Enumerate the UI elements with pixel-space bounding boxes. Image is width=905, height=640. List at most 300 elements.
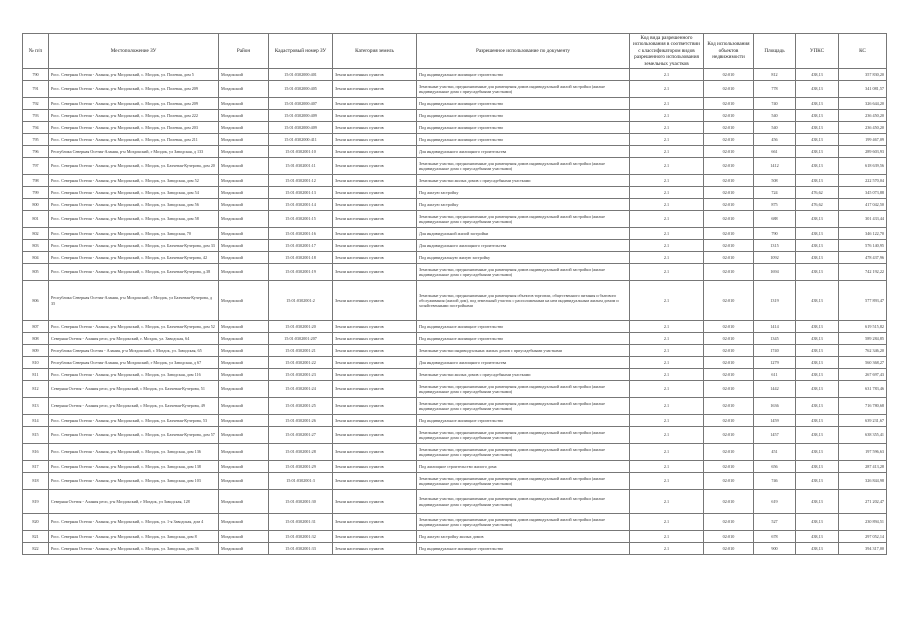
cell-land-category: Земли населенных пунктов	[333, 357, 417, 369]
table-row	[23, 427, 887, 444]
cell-property-use-code: 02:010	[704, 461, 754, 473]
cell-location: Республика Северная Осетия-Алания, р-н Моздокский, г Моздок, ул Заводская, д 67	[49, 357, 219, 369]
cell-permitted-use: Земельные участки, предназначенные для размещения домов индивидуальной жилой застройки (жилые индивидуальные дома с приусадебными участками)	[417, 514, 630, 531]
cell-use-code: 2.1	[630, 264, 704, 281]
cell-row-number: 814	[23, 415, 49, 427]
cell-permitted-use: Для индивидуального жилищного строительства	[417, 240, 630, 252]
cell-permitted-use: Земельные участки, предназначенные для размещения домов индивидуальной жилой застройки (жилые индивидуальные дома с приусадебными участками)	[417, 81, 630, 98]
table-row	[23, 211, 887, 228]
cell-location: Росс. Северная Осетия - Алания, р-н Моздокский, с. Моздок, ул. Заводская, дом 138	[49, 461, 219, 473]
cell-upks: 438,13	[796, 321, 839, 333]
cell-permitted-use: Земельные участки, предназначенные для размещения домов индивидуальной жилой застройки (жилые индивидуальные дома с приусадебными участками)	[417, 473, 630, 490]
cell-use-code: 2.1	[630, 543, 704, 555]
cell-land-category: Земли населенных пунктов	[333, 369, 417, 381]
col-header-cadastral-number: Кадастровый номер ЗУ	[269, 34, 333, 69]
cell-use-code: 2.1	[630, 427, 704, 444]
cell-ks: 357 830,20	[839, 69, 887, 81]
cell-location: Росс. Северная Осетия - Алания, р-н Моздокский, с. Моздок, ул. Полевая, дом 222	[49, 110, 219, 122]
cell-row-number: 809	[23, 345, 49, 357]
cell-permitted-use: Под индивидуальное жилищное строительство	[417, 134, 630, 146]
cell-ks: 638 355,41	[839, 427, 887, 444]
cell-property-use-code: 02:010	[704, 175, 754, 187]
cell-property-use-code: 02:010	[704, 345, 754, 357]
table-row	[23, 531, 887, 543]
cell-location: Росс. Северная Осетия - Алания, р-н Моздокский, с. Моздок, ул. Заводская, дом 54	[49, 187, 219, 199]
cell-cadastral-number: 15:01:0302001:207	[269, 333, 333, 345]
cell-location: Росс. Северная Осетия - Алания, р-н Моздокский, с. Моздок, ул. Бахчевая-Кучерова, дом 52	[49, 321, 219, 333]
cell-location: Республика Северная Осетия - Алания, р-н Моздокский, г. Моздок, ул. Заводская, 65	[49, 345, 219, 357]
cell-property-use-code: 02:010	[704, 357, 754, 369]
cell-use-code: 2.1	[630, 122, 704, 134]
cell-land-category: Земли населенных пунктов	[333, 514, 417, 531]
cell-upks: 476,62	[796, 187, 839, 199]
cell-upks: 438,13	[796, 381, 839, 398]
cell-land-category: Земли населенных пунктов	[333, 398, 417, 415]
cell-land-category: Земли населенных пунктов	[333, 199, 417, 211]
cell-district: Моздокский	[219, 514, 269, 531]
cell-ks: 346 122,70	[839, 228, 887, 240]
cell-land-category: Земли населенных пунктов	[333, 461, 417, 473]
cell-property-use-code: 02:010	[704, 369, 754, 381]
cell-property-use-code: 02:010	[704, 228, 754, 240]
cell-ks: 577 893,47	[839, 281, 887, 321]
cell-district: Моздокский	[219, 369, 269, 381]
cell-district: Моздокский	[219, 69, 269, 81]
cell-district: Моздокский	[219, 158, 269, 175]
cell-ks: 742 192,22	[839, 264, 887, 281]
cell-area: 508	[754, 175, 796, 187]
cell-cadastral-number: 15:01:0302000:401	[269, 69, 333, 81]
cell-property-use-code: 02:010	[704, 81, 754, 98]
cell-permitted-use: Под индивидуальное жилищное строительство	[417, 543, 630, 555]
cell-property-use-code: 02:010	[704, 110, 754, 122]
cell-property-use-code: 02:010	[704, 187, 754, 199]
cell-ks: 417 042,50	[839, 199, 887, 211]
cell-cadastral-number: 15:01:0302000:407	[269, 98, 333, 110]
cell-permitted-use: Земельные участки, предназначенные для размещения домов индивидуальной жилой застройки (жилые индивидуальные дома с приусадебными участками)	[417, 158, 630, 175]
table-row	[23, 264, 887, 281]
cell-land-category: Земли населенных пунктов	[333, 444, 417, 461]
cell-upks: 438,13	[796, 369, 839, 381]
cell-district: Моздокский	[219, 240, 269, 252]
cell-row-number: 803	[23, 240, 49, 252]
cell-ks: 326 644,20	[839, 98, 887, 110]
cell-use-code: 2.1	[630, 490, 704, 514]
cell-ks: 301 433,44	[839, 211, 887, 228]
cell-area: 1319	[754, 281, 796, 321]
cell-permitted-use: Под индивидуальное жилищное строительство	[417, 69, 630, 81]
cell-row-number: 813	[23, 398, 49, 415]
table-row	[23, 199, 887, 211]
cell-use-code: 2.1	[630, 158, 704, 175]
cell-permitted-use: Земельные участки, предназначенные для размещения домов индивидуальной жилой застройки (жилые индивидуальные дома с приусадебными участками)	[417, 490, 630, 514]
cell-area: 778	[754, 81, 796, 98]
cell-row-number: 794	[23, 122, 49, 134]
cell-district: Моздокский	[219, 427, 269, 444]
col-header-ks: КС	[839, 34, 887, 69]
cell-ks: 478 437,96	[839, 252, 887, 264]
cell-property-use-code: 02:010	[704, 199, 754, 211]
cell-upks: 438,13	[796, 211, 839, 228]
cell-location: Республика Северная Осетия-Алания, р-н Моздокский, г Моздок, ул Заводская, д 133	[49, 146, 219, 158]
cell-land-category: Земли населенных пунктов	[333, 240, 417, 252]
cell-location: Росс. Северная Осетия - Алания, р-н Моздокский, с. Моздок, ул. Заводская, дом 56	[49, 199, 219, 211]
cell-land-category: Земли населенных пунктов	[333, 98, 417, 110]
cell-area: 1345	[754, 333, 796, 345]
cell-location: Росс. Северная Осетия - Алания, р-н Моздокский, с. Моздок, ул. Бахчевая-Кучерова, д.38	[49, 264, 219, 281]
cell-use-code: 2.1	[630, 444, 704, 461]
cell-location: Северная Осетия - Алания респ, р-н Моздокский, с Моздок, ул. Бахчевая-Кучерова, 51	[49, 381, 219, 398]
cell-area: 1740	[754, 345, 796, 357]
cell-land-category: Земли населенных пунктов	[333, 264, 417, 281]
cell-upks: 438,13	[796, 264, 839, 281]
cell-upks: 438,13	[796, 240, 839, 252]
cell-district: Моздокский	[219, 264, 269, 281]
cell-cadastral-number: 15:01:0302001:18	[269, 252, 333, 264]
col-header-use-code: Код вида разрешенного использования в соответствии с классификатором видов разрешенного использования земельных участков	[630, 34, 704, 69]
cell-land-category: Земли населенных пунктов	[333, 321, 417, 333]
cell-permitted-use: Земельные участки жилых домов с приусадебными участками	[417, 369, 630, 381]
cell-row-number: 812	[23, 381, 49, 398]
cell-row-number: 795	[23, 134, 49, 146]
cell-cadastral-number: 15:01:0302000:409	[269, 122, 333, 134]
cell-area: 451	[754, 444, 796, 461]
cell-use-code: 2.1	[630, 69, 704, 81]
cell-cadastral-number: 15:01:0302000:409	[269, 110, 333, 122]
cell-upks: 438,13	[796, 514, 839, 531]
cell-property-use-code: 02:010	[704, 333, 754, 345]
table-row	[23, 398, 887, 415]
cell-use-code: 2.1	[630, 252, 704, 264]
cell-row-number: 800	[23, 199, 49, 211]
cell-row-number: 792	[23, 98, 49, 110]
cell-permitted-use: Для индивидуальной жилой застройки	[417, 228, 630, 240]
cell-ks: 639 231,67	[839, 415, 887, 427]
cell-area: 790	[754, 228, 796, 240]
cell-permitted-use: Земельные участки, предназначенные для размещения домов индивидуальной жилой застройки (жилые индивидуальные дома с приусадебными участками)	[417, 427, 630, 444]
cell-row-number: 802	[23, 228, 49, 240]
cell-permitted-use: Земельные участки, предназначенные для размещения объектов торговли, общественного питания и бытового обслуживания (жилой дом), под земельный участок с расположенным на нем индивидуальным жилым домом и хозяйственными постройками	[417, 281, 630, 321]
table-row	[23, 345, 887, 357]
cell-area: 1694	[754, 264, 796, 281]
cell-land-category: Земли населенных пунктов	[333, 490, 417, 514]
cell-land-category: Земли населенных пунктов	[333, 69, 417, 81]
land-plots-table	[22, 33, 887, 555]
cell-ks: 341 081,57	[839, 81, 887, 98]
col-header-location: Местоположение ЗУ	[49, 34, 219, 69]
cell-area: 1636	[754, 398, 796, 415]
cell-land-category: Земли населенных пунктов	[333, 175, 417, 187]
cell-cadastral-number: 15:01:0302001:16	[269, 228, 333, 240]
cell-area: 540	[754, 122, 796, 134]
cell-district: Моздокский	[219, 473, 269, 490]
cell-use-code: 2.1	[630, 398, 704, 415]
table-row	[23, 444, 887, 461]
cell-location: Росс. Северная Осетия - Алания, р-н Моздокский, с. Моздок, ул. Бахчевая-Кучерова, дом 33	[49, 240, 219, 252]
table-row	[23, 146, 887, 158]
cell-cadastral-number: 15:01:0302001:28	[269, 444, 333, 461]
cell-district: Моздокский	[219, 122, 269, 134]
table-row	[23, 281, 887, 321]
cell-use-code: 2.1	[630, 211, 704, 228]
table-row	[23, 369, 887, 381]
cell-location: Росс. Северная Осетия - Алания, р-н Моздокский, с. Моздок, ул. Заводская, дом 52	[49, 175, 219, 187]
cell-ks: 289 603,93	[839, 146, 887, 158]
cell-use-code: 2.1	[630, 357, 704, 369]
table-row	[23, 228, 887, 240]
cell-ks: 297 052,14	[839, 531, 887, 543]
table-row	[23, 381, 887, 398]
cell-land-category: Земли населенных пунктов	[333, 81, 417, 98]
cell-district: Моздокский	[219, 490, 269, 514]
cell-cadastral-number: 15:01:0302001:19	[269, 264, 333, 281]
cell-district: Моздокский	[219, 381, 269, 398]
cell-use-code: 2.1	[630, 514, 704, 531]
cell-ks: 716 780,68	[839, 398, 887, 415]
cell-location: Росс. Северная Осетия - Алания, р-н Моздокский, с. Моздок, ул. Бахчевая-Кучерова, дом 57	[49, 427, 219, 444]
cell-row-number: 790	[23, 69, 49, 81]
cell-cadastral-number: 15:01:0302001:26	[269, 415, 333, 427]
cell-area: 688	[754, 211, 796, 228]
cell-area: 527	[754, 514, 796, 531]
cell-use-code: 2.1	[630, 240, 704, 252]
cell-district: Моздокский	[219, 146, 269, 158]
cell-area: 1279	[754, 357, 796, 369]
cell-row-number: 804	[23, 252, 49, 264]
cell-location: Северная Осетия - Алания респ, р-н Моздокский, г Моздок, ул Заводская, 128	[49, 490, 219, 514]
cell-property-use-code: 02:010	[704, 281, 754, 321]
cell-area: 1414	[754, 321, 796, 333]
cell-location: Росс. Северная Осетия - Алания, р-н Моздокский, с. Моздок, ул. Полевая, дом 203	[49, 122, 219, 134]
cell-upks: 438,13	[796, 110, 839, 122]
cell-upks: 438,13	[796, 81, 839, 98]
col-header-property-use-code: Код использования объектов недвижимости	[704, 34, 754, 69]
cell-row-number: 798	[23, 175, 49, 187]
cell-use-code: 2.1	[630, 81, 704, 98]
cell-property-use-code: 02:010	[704, 531, 754, 543]
cell-location: Северная Осетия - Алания респ, р-н Моздокский, с Моздок, ул. Бахчевая-Кучерова, 49	[49, 398, 219, 415]
cell-land-category: Земли населенных пунктов	[333, 543, 417, 555]
cell-property-use-code: 02:010	[704, 381, 754, 398]
cell-cadastral-number: 15:01:0302001:33	[269, 543, 333, 555]
cell-upks: 438,13	[796, 398, 839, 415]
cell-district: Моздокский	[219, 187, 269, 199]
table-row	[23, 490, 887, 514]
cell-cadastral-number: 15:01:0302000:411	[269, 134, 333, 146]
cell-upks: 438,13	[796, 175, 839, 187]
cell-district: Моздокский	[219, 321, 269, 333]
cell-cadastral-number: 15:01:0302001:30	[269, 490, 333, 514]
cell-row-number: 796	[23, 146, 49, 158]
cell-land-category: Земли населенных пунктов	[333, 381, 417, 398]
cell-location: Северная Осетия - Алания респ, р-н Моздокский, г. Моздок, ул. Заводская, 64	[49, 333, 219, 345]
cell-cadastral-number: 15:01:0302001:27	[269, 427, 333, 444]
cell-use-code: 2.1	[630, 228, 704, 240]
cell-use-code: 2.1	[630, 110, 704, 122]
cell-area: 900	[754, 543, 796, 555]
cell-upks: 438,13	[796, 444, 839, 461]
cell-upks: 438,13	[796, 146, 839, 158]
table-row	[23, 357, 887, 369]
cell-upks: 438,13	[796, 228, 839, 240]
cell-row-number: 815	[23, 427, 49, 444]
col-header-number: № п/п	[23, 34, 49, 69]
cell-area: 1459	[754, 415, 796, 427]
cell-cadastral-number: 15:01:0302001:17	[269, 240, 333, 252]
table-row	[23, 333, 887, 345]
cell-row-number: 816	[23, 444, 49, 461]
cell-ks: 287 413,28	[839, 461, 887, 473]
cell-ks: 197 596,63	[839, 444, 887, 461]
cell-cadastral-number: 15:01:0302001:2	[269, 281, 333, 321]
cell-upks: 438,13	[796, 281, 839, 321]
cell-ks: 762 346,20	[839, 345, 887, 357]
cell-row-number: 811	[23, 369, 49, 381]
cell-use-code: 2.1	[630, 531, 704, 543]
cell-permitted-use: Земельные участки, предназначенные для размещения домов индивидуальной жилой застройки (жилые индивидуальные дома с приусадебными участками)	[417, 381, 630, 398]
cell-area: 1092	[754, 252, 796, 264]
table-row	[23, 81, 887, 98]
cell-land-category: Земли населенных пунктов	[333, 333, 417, 345]
cell-land-category: Земли населенных пунктов	[333, 134, 417, 146]
col-header-land-category: Категория земель	[333, 34, 417, 69]
cell-use-code: 2.1	[630, 134, 704, 146]
col-header-permitted-use: Разрешенное использование по документу	[417, 34, 630, 69]
cell-upks: 438,13	[796, 427, 839, 444]
table-row	[23, 158, 887, 175]
cell-property-use-code: 02:010	[704, 321, 754, 333]
table-row	[23, 175, 887, 187]
cell-upks: 438,13	[796, 461, 839, 473]
cell-ks: 619 515,82	[839, 321, 887, 333]
cell-upks: 476,62	[796, 199, 839, 211]
cell-property-use-code: 02:010	[704, 490, 754, 514]
cell-row-number: 805	[23, 264, 49, 281]
cell-district: Моздокский	[219, 543, 269, 555]
cell-cadastral-number: 15:01:0302001:29	[269, 461, 333, 473]
cell-area: 1457	[754, 427, 796, 444]
cell-upks: 438,13	[796, 98, 839, 110]
cell-area: 1412	[754, 158, 796, 175]
table-row	[23, 473, 887, 490]
cell-use-code: 2.1	[630, 281, 704, 321]
cell-land-category: Земли населенных пунктов	[333, 187, 417, 199]
cell-land-category: Земли населенных пунктов	[333, 228, 417, 240]
table-row	[23, 240, 887, 252]
cell-use-code: 2.1	[630, 381, 704, 398]
cell-district: Моздокский	[219, 134, 269, 146]
cell-row-number: 819	[23, 490, 49, 514]
cell-row-number: 818	[23, 473, 49, 490]
cell-property-use-code: 02:010	[704, 252, 754, 264]
cell-area: 456	[754, 134, 796, 146]
cell-row-number: 821	[23, 531, 49, 543]
cell-district: Моздокский	[219, 175, 269, 187]
cell-area: 661	[754, 146, 796, 158]
cell-property-use-code: 02:010	[704, 514, 754, 531]
cell-permitted-use: Для индивидуального жилищного строительства	[417, 146, 630, 158]
cell-location: Росс. Северная Осетия - Алания, р-н Моздокский, с. Моздок, ул. Полевая, дом 211	[49, 134, 219, 146]
cell-permitted-use: Под жилую застройку	[417, 187, 630, 199]
cell-use-code: 2.1	[630, 415, 704, 427]
table-row	[23, 110, 887, 122]
cell-upks: 438,13	[796, 333, 839, 345]
cell-land-category: Земли населенных пунктов	[333, 427, 417, 444]
cell-use-code: 2.1	[630, 199, 704, 211]
table-row	[23, 134, 887, 146]
cell-use-code: 2.1	[630, 345, 704, 357]
cell-ks: 230 894,51	[839, 514, 887, 531]
cell-area: 656	[754, 461, 796, 473]
cell-district: Моздокский	[219, 98, 269, 110]
cell-ks: 271 202,47	[839, 490, 887, 514]
cell-land-category: Земли населенных пунктов	[333, 211, 417, 228]
cell-ks: 222 570,04	[839, 175, 887, 187]
table-row	[23, 321, 887, 333]
cell-upks: 438,13	[796, 473, 839, 490]
cell-use-code: 2.1	[630, 98, 704, 110]
cell-use-code: 2.1	[630, 146, 704, 158]
cell-cadastral-number: 15:01:0302001:23	[269, 369, 333, 381]
cell-permitted-use: Земельные участки индивидуальных жилых домов с приусадебными участками	[417, 345, 630, 357]
cell-permitted-use: Под индивидуальное жилищное строительство	[417, 110, 630, 122]
cell-upks: 438,13	[796, 158, 839, 175]
table-row	[23, 415, 887, 427]
cell-row-number: 797	[23, 158, 49, 175]
cell-ks: 199 467,09	[839, 134, 887, 146]
cell-area: 1442	[754, 381, 796, 398]
cell-row-number: 807	[23, 321, 49, 333]
cell-land-category: Земли населенных пунктов	[333, 110, 417, 122]
cell-district: Моздокский	[219, 444, 269, 461]
table-row	[23, 252, 887, 264]
cell-cadastral-number: 15:01:0302001:22	[269, 357, 333, 369]
cell-row-number: 791	[23, 81, 49, 98]
cell-location: Росс. Северная Осетия - Алания, р-н Моздокский, с. Моздок, ул. Бахчевая-Кучерова, дом 20	[49, 158, 219, 175]
cell-area: 875	[754, 199, 796, 211]
cell-property-use-code: 02:010	[704, 398, 754, 415]
cell-location: Росс. Северная Осетия - Алания, р-н Моздокский, с. Моздок, ул. Заводская, дом 116	[49, 369, 219, 381]
cell-row-number: 793	[23, 110, 49, 122]
cell-cadastral-number: 15:01:0302001:21	[269, 345, 333, 357]
cell-permitted-use: Под индивидуальное жилищное строительство	[417, 122, 630, 134]
cell-property-use-code: 02:010	[704, 473, 754, 490]
cell-location: Росс. Северная Осетия - Алания, р-н Моздокский, с. Моздок, ул. Бахчевая-Кучерова, 42	[49, 252, 219, 264]
cell-upks: 438,13	[796, 531, 839, 543]
table-row	[23, 122, 887, 134]
cell-ks: 236 450,20	[839, 122, 887, 134]
cell-permitted-use: Земельные участки, предназначенные для размещения домов индивидуальной жилой застройки (жилые индивидуальные дома с приусадебными участками)	[417, 211, 630, 228]
cell-area: 619	[754, 490, 796, 514]
table-header-row	[23, 34, 887, 69]
cell-ks: 345 073,88	[839, 187, 887, 199]
cell-district: Моздокский	[219, 345, 269, 357]
cell-location: Росс. Северная Осетия - Алания, р-н Моздокский, с. Моздок, ул. Заводская, дом 36	[49, 543, 219, 555]
table-row	[23, 98, 887, 110]
cell-upks: 438,13	[796, 252, 839, 264]
cell-use-code: 2.1	[630, 461, 704, 473]
cell-district: Моздокский	[219, 333, 269, 345]
cell-permitted-use: Под индивидуальное жилищное строительство	[417, 321, 630, 333]
cell-area: 740	[754, 98, 796, 110]
cell-property-use-code: 02:010	[704, 415, 754, 427]
cell-area: 1315	[754, 240, 796, 252]
cell-use-code: 2.1	[630, 187, 704, 199]
cell-cadastral-number: 15:01:0302001:3	[269, 473, 333, 490]
cell-property-use-code: 02:010	[704, 444, 754, 461]
cell-area: 746	[754, 473, 796, 490]
cell-row-number: 810	[23, 357, 49, 369]
